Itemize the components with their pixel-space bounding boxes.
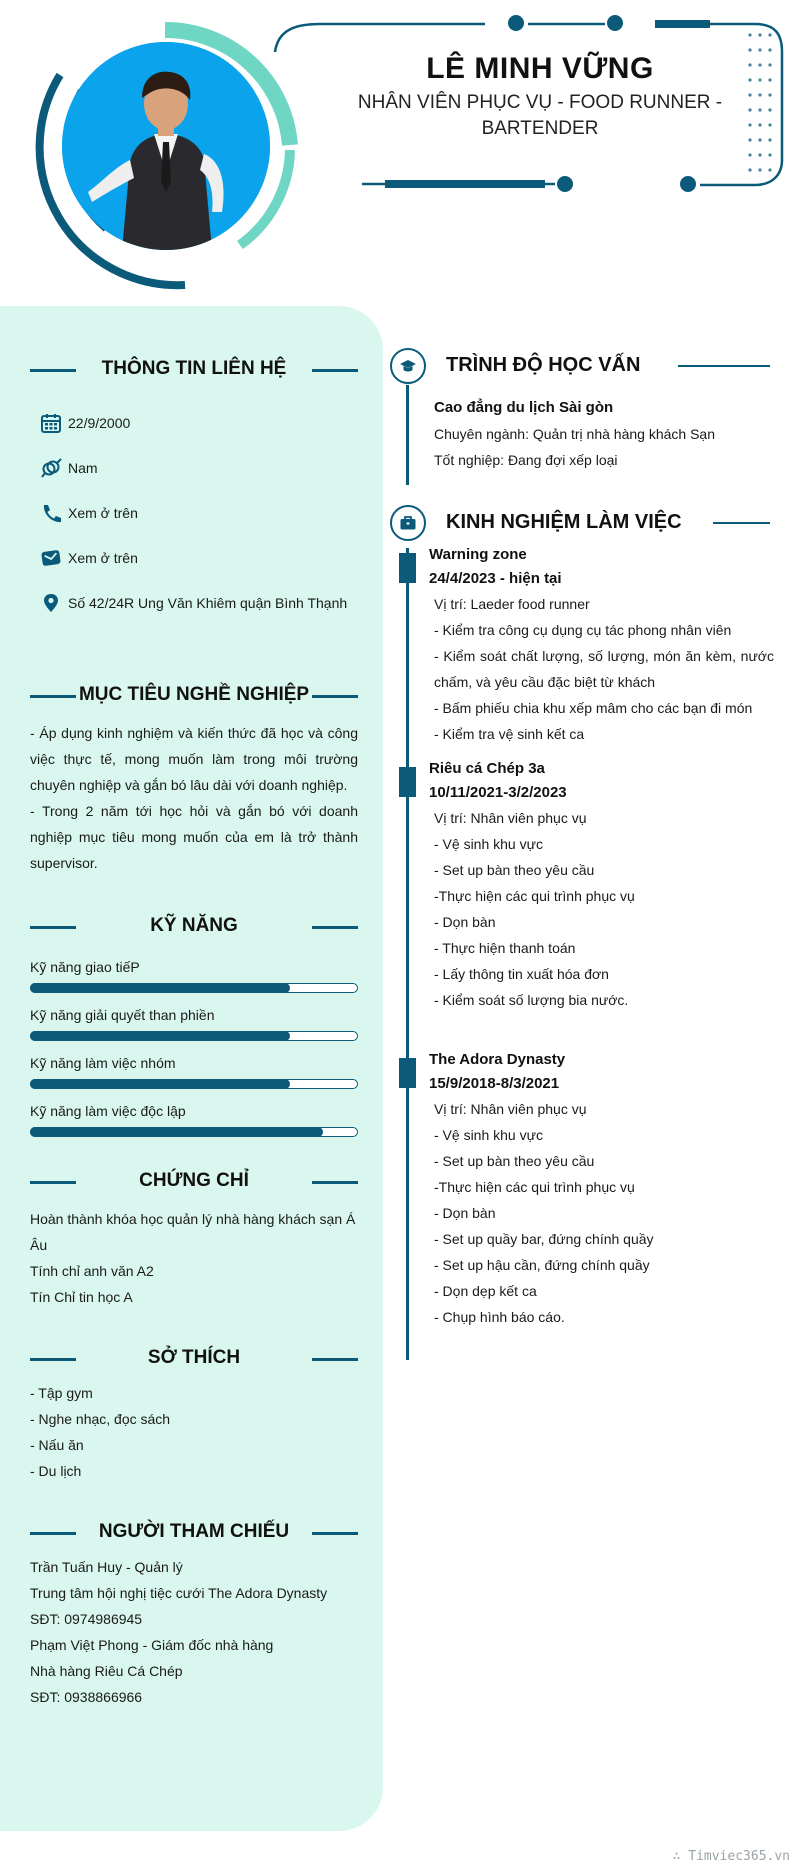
job-line: - Vệ sinh khu vực: [434, 1127, 543, 1143]
skills-section-title: KỸ NĂNG: [30, 912, 358, 942]
education-status: Tốt nghiệp: Đang đợi xếp loại: [434, 452, 618, 468]
email-icon: [40, 547, 62, 569]
calendar-icon: [40, 412, 62, 434]
job-marker: [399, 767, 416, 797]
job-line: - Thực hiện thanh toán: [434, 940, 576, 956]
education-school: Cao đẳng du lịch Sài gòn: [434, 399, 614, 416]
references-list: [30, 1554, 360, 1710]
job-line: -Thực hiện các qui trình phục vụ: [434, 888, 635, 904]
hobby-item: - Du lịch: [30, 1463, 82, 1479]
certificates-list: [30, 1206, 360, 1310]
job-line: - Set up hậu cần, đứng chính quầy: [434, 1257, 650, 1273]
reference-line: Nhà hàng Riêu Cá Chép: [30, 1663, 183, 1679]
location-icon: [40, 592, 62, 614]
skill-bar: [30, 1127, 358, 1137]
experience-section-title: KINH NGHIỆM LÀM VIỆC: [390, 505, 770, 545]
skill-item: [30, 957, 358, 993]
reference-line: SĐT: 0974986945: [30, 1611, 143, 1627]
hobby-item: - Nấu ăn: [30, 1437, 84, 1453]
contact-section-title: THÔNG TIN LIÊN HỆ: [30, 355, 358, 385]
job-line: - Set up bàn theo yêu cầu: [434, 862, 595, 878]
skill-label: Kỹ năng làm việc độc lập: [30, 1103, 186, 1119]
job-details: [434, 1096, 774, 1330]
experience-timeline: [406, 548, 409, 1360]
education-timeline: [406, 385, 409, 485]
job-period: 10/11/2021-3/2/2023: [429, 784, 567, 801]
certificates-section-title: CHỨNG CHỈ: [30, 1167, 358, 1197]
skill-bar: [30, 1079, 358, 1089]
job-line: Vị trí: Nhân viên phục vụ: [434, 1101, 587, 1117]
gender-icon: [40, 457, 62, 479]
hobbies-list: [30, 1380, 360, 1484]
skill-bar-fill: [30, 1127, 323, 1137]
contact-birthday: 22/9/2000: [40, 410, 360, 436]
job-marker: [399, 1058, 416, 1088]
job-line: - Kiểm soát số lượng bia nước.: [434, 992, 629, 1008]
job-line: - Dọn bàn: [434, 1205, 496, 1221]
objective-section-title: MỤC TIÊU NGHỀ NGHIỆP: [30, 681, 358, 711]
job-line: - Dọn dẹp kết ca: [434, 1283, 537, 1299]
skill-bar-fill: [30, 1031, 291, 1041]
certificate-item: Tính chỉ anh văn A2: [30, 1263, 154, 1279]
job-line: - Dọn bàn: [434, 914, 496, 930]
job-line: - Lấy thông tin xuất hóa đơn: [434, 966, 609, 982]
briefcase-icon: [399, 514, 417, 532]
watermark: ∴ Timviec365.vn: [672, 1849, 790, 1864]
certificate-item: Tín Chỉ tin học A: [30, 1289, 133, 1305]
phone-icon: [40, 502, 62, 524]
education-major: Chuyên ngành: Quản trị nhà hàng khách Sạn: [434, 426, 715, 442]
job-line: Vị trí: Nhân viên phục vụ: [434, 810, 587, 826]
job-company: Riêu cá Chép 3a: [429, 760, 545, 777]
job-line: - Vệ sinh khu vực: [434, 836, 543, 852]
hobby-item: - Nghe nhạc, đọc sách: [30, 1411, 171, 1427]
hobby-item: - Tập gym: [30, 1385, 93, 1401]
header: [0, 0, 800, 300]
candidate-name: LÊ MINH VỮNG: [426, 52, 654, 85]
job-line: -Thực hiện các qui trình phục vụ: [434, 1179, 635, 1195]
job-line: - Set up bàn theo yêu cầu: [434, 1153, 595, 1169]
watermark-glyph: ∴: [672, 1849, 689, 1864]
hobbies-section-title: SỞ THÍCH: [30, 1344, 358, 1374]
job-period: 15/9/2018-8/3/2021: [429, 1075, 560, 1092]
job-title: NHÂN VIÊN PHỤC VỤ - FOOD RUNNER - BARTENDER: [357, 92, 723, 139]
contact-address: Số 42/24R Ung Văn Khiêm quận Bình Thạnh: [40, 590, 360, 616]
job-line: - Bấm phiếu chia khu xếp mâm cho các bạn đi món: [434, 700, 753, 716]
avatar: [62, 42, 270, 250]
skill-item: [30, 1101, 358, 1137]
job-company: The Adora Dynasty: [429, 1051, 566, 1068]
job-marker: [399, 553, 416, 583]
reference-line: Trung tâm hội nghị tiệc cưới The Adora Dynasty: [30, 1585, 328, 1601]
skill-bar: [30, 1031, 358, 1041]
graduation-cap-icon: [399, 357, 417, 375]
job-details: [434, 591, 774, 747]
job-line: - Kiểm tra công cụ dụng cụ tác phong nhân viên: [434, 622, 732, 638]
contact-gender: Nam: [40, 455, 360, 481]
job-company: Warning zone: [429, 546, 527, 563]
certificate-item: Hoàn thành khóa học quản lý nhà hàng khách sạn Á Âu: [30, 1211, 356, 1253]
contact-phone: Xem ở trên: [40, 500, 360, 526]
reference-line: SĐT: 0938866966: [30, 1689, 143, 1705]
references-section-title: NGƯỜI THAM CHIẾU: [30, 1518, 358, 1548]
education-section-title: TRÌNH ĐỘ HỌC VẤN: [390, 348, 770, 388]
objective-text: - Áp dụng kinh nghiệm và kiến thức đã học và công việc thực tế, mong muốn làm trong môi trường chuyên nghiệp và gắn bó lâu dài với doanh nghiệp. - Trong 2 năm tới học hỏi và gắn bó với doanh nghiệp mục tiêu mong muốn của em là trở thành supervisor.: [30, 725, 358, 871]
job-line: Vị trí: Laeder food runner: [434, 596, 590, 612]
skill-label: Kỹ năng giải quyết than phiền: [30, 1007, 215, 1023]
job-period: 24/4/2023 - hiện tại: [429, 570, 562, 587]
reference-line: Phạm Việt Phong - Giám đốc nhà hàng: [30, 1637, 274, 1653]
contact-email: Xem ở trên: [40, 545, 360, 571]
skill-bar-fill: [30, 1079, 291, 1089]
skill-item: [30, 1005, 358, 1041]
avatar-photo: [62, 42, 270, 250]
job-line: - Kiểm soát chất lượng, số lượng, món ăn kèm, nước chấm, và yêu cầu đặc biệt từ khách: [434, 648, 774, 690]
skill-item: [30, 1053, 358, 1089]
reference-line: Trần Tuấn Huy - Quản lý: [30, 1559, 183, 1575]
job-details: [434, 805, 774, 1013]
skill-bar: [30, 983, 358, 993]
skill-label: Kỹ năng giao tiếP: [30, 959, 140, 975]
skill-label: Kỹ năng làm việc nhóm: [30, 1055, 176, 1071]
job-line: - Kiểm tra vệ sinh kết ca: [434, 726, 585, 742]
job-line: - Set up quầy bar, đứng chính quầy: [434, 1231, 654, 1247]
skill-bar-fill: [30, 983, 291, 993]
job-line: - Chụp hình báo cáo.: [434, 1309, 565, 1325]
